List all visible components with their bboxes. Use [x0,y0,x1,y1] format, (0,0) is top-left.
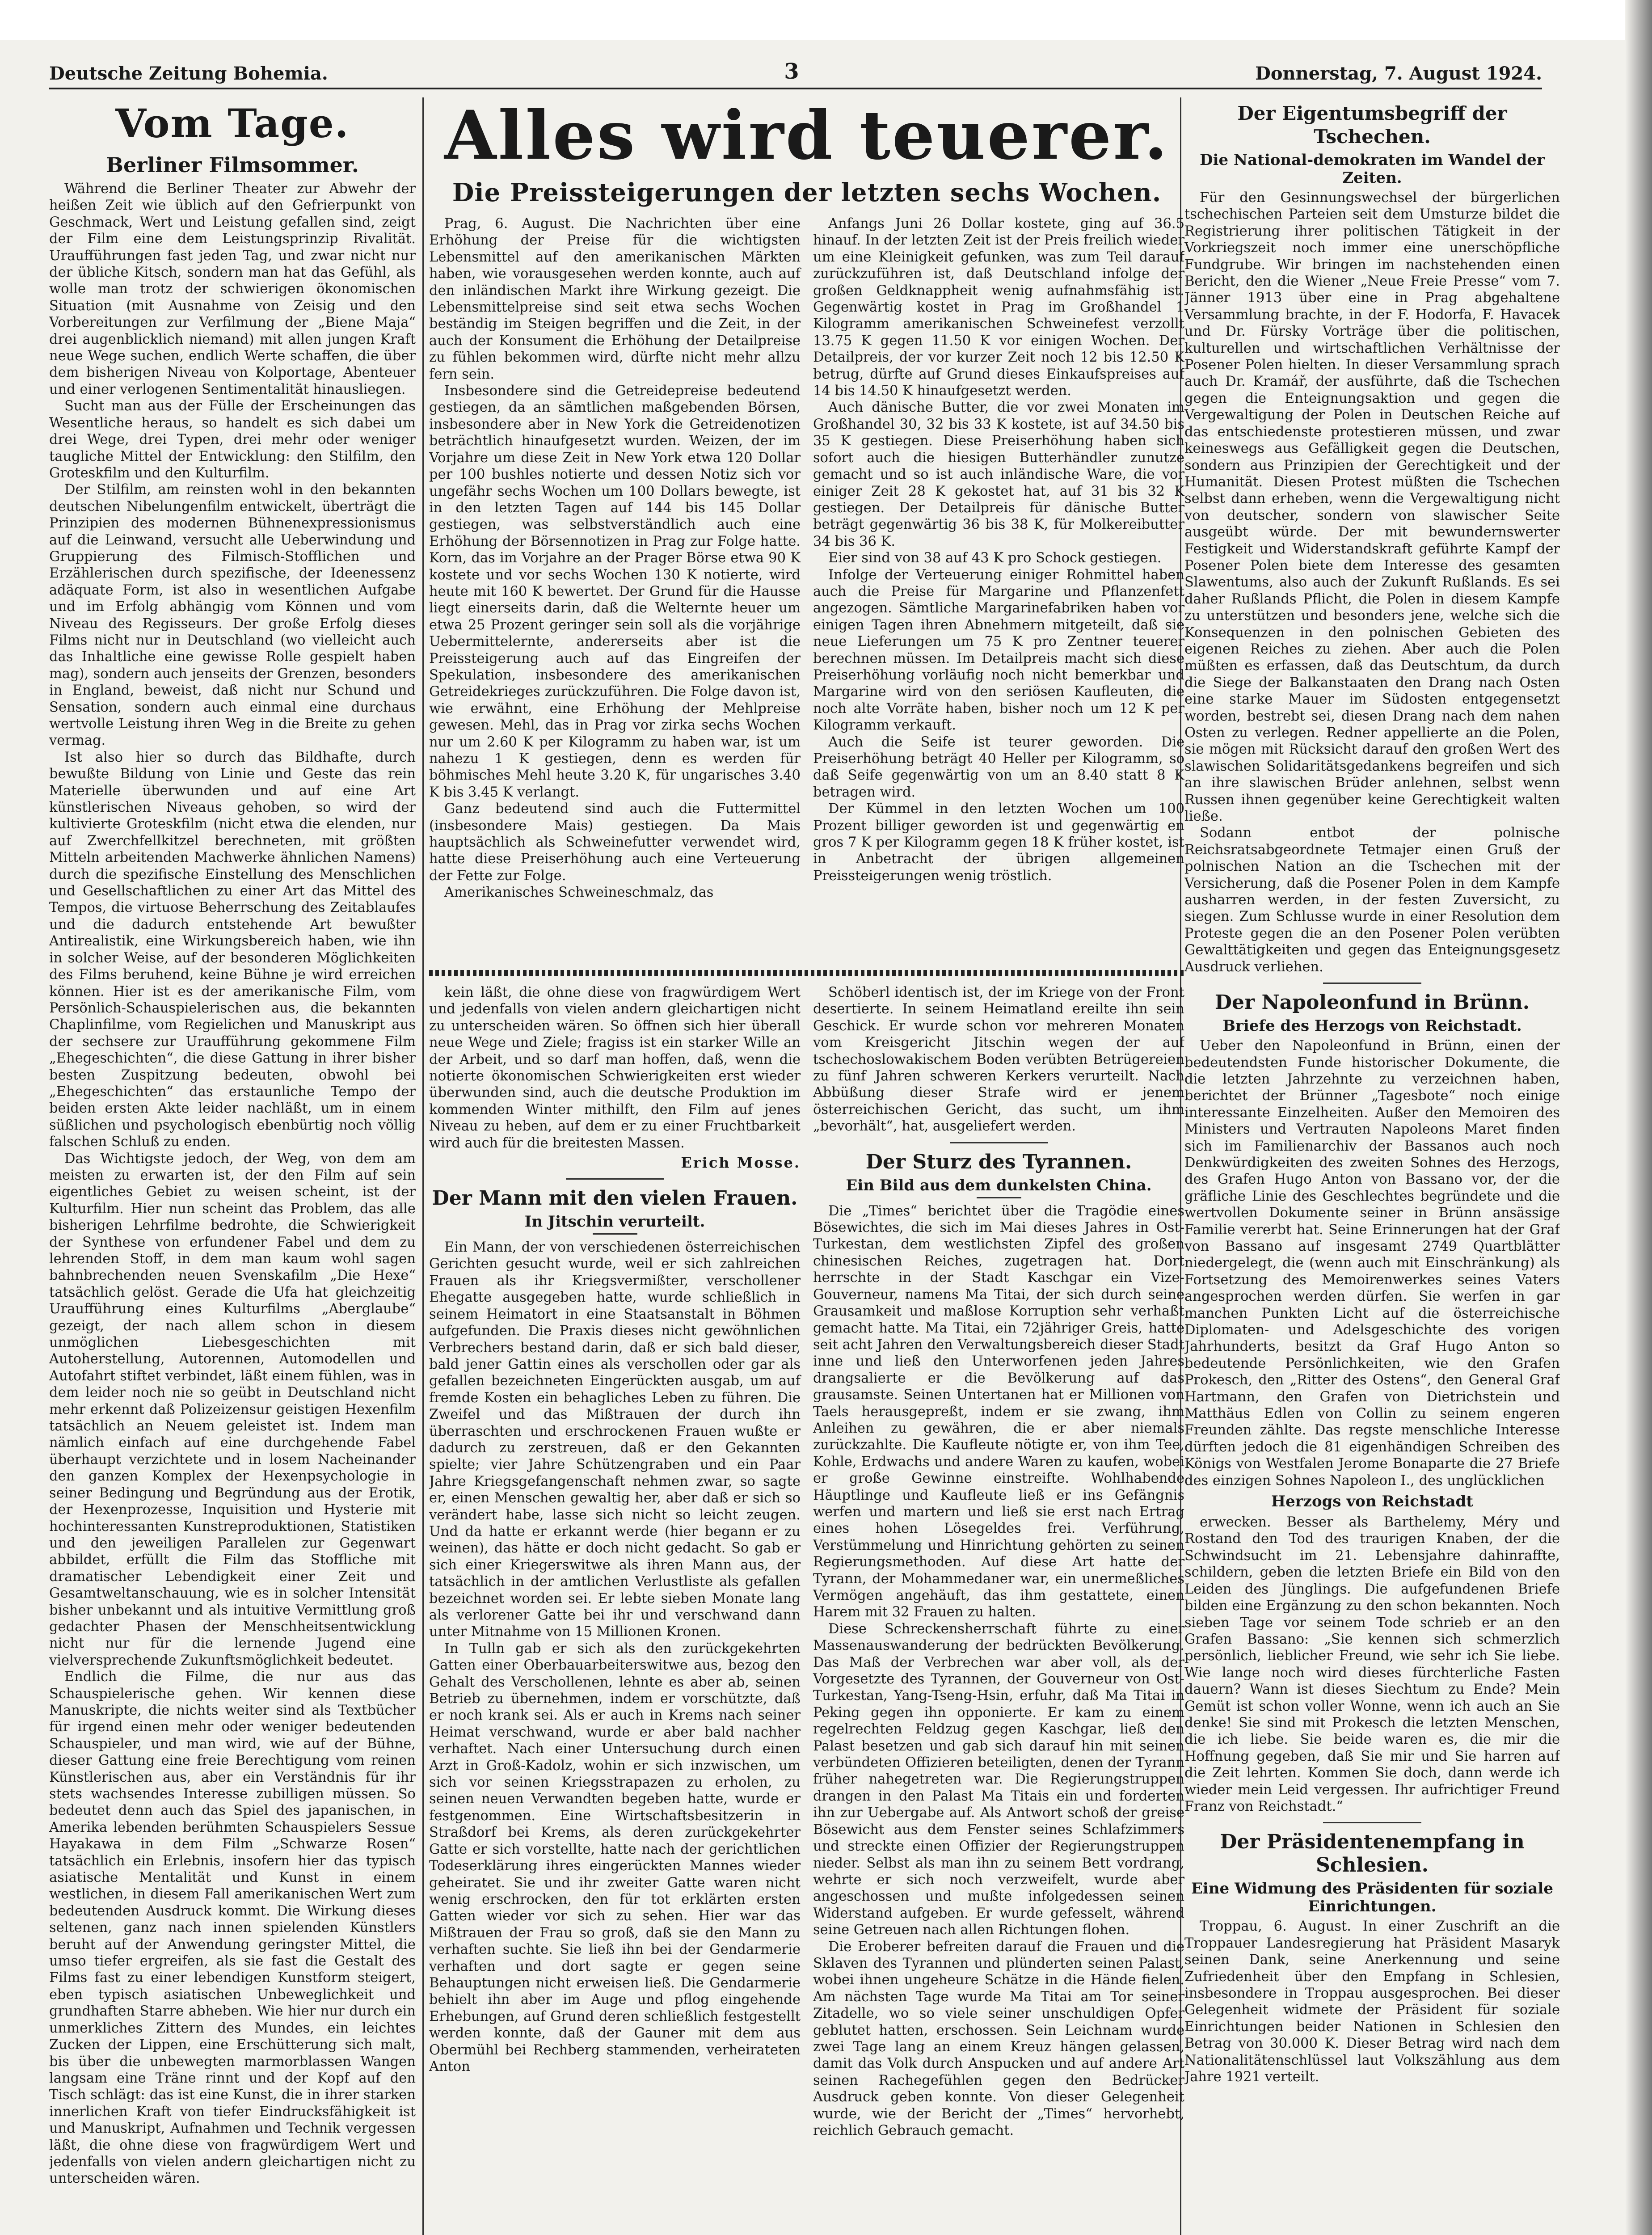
article-paragraph: kein läßt, die ohne diese von fragwürdigem Wert und jedenfalls von vielen andern gleichartigen nicht zu unterscheiden wären. So öffnen sich hier überall neue Wege und Ziele; fragiss ist ein starker Wille an der Arbeit, und so darf man hoffen, daß, wenn die notierte ökonomischen Schwierigkeiten erst wieder überwunden sind, auch die deutsche Produktion im kommenden Winter mithilft, den Film auf jenes Niveau zu heben, auf dem er zu einer Fruchtbarkeit wird auch für die breitesten Massen. [429,985,801,1151]
article-deck: Briefe des Herzogs von Reichstadt. [1222,1017,1522,1035]
right-column [1184,97,1560,2235]
section-title: Vom Tage. [115,100,350,147]
article-paragraph: Die Eroberer befreiten darauf die Frauen und die Sklaven des Tyrannen und plünderten seinen Palast, wobei ihnen ungeheure Schätze in die Hände fielen. Am nächsten Tage wurde Ma Titai am Tor seiner Zitadelle, wo so viele seiner unschuldigen Opfer geblutet hatten, erschossen. Sein Leichnam wurde zwei Tage lang an einem Kreuz hängen gelassen, damit das Volk durch Anspucken und auf andere Art seinen Rachegefühlen gegen den Bedrücker Ausdruck geben konnte. Von dieser Gelegenheit wurde, wie der Bericht der „Times“ hervorhebt, reichlich Gebrauch gemacht. [813,1939,1184,2138]
article-paragraph: Schöberl identisch ist, der im Kriege von der Front desertierte. In seinem Heimatland ereilte ihn sein Geschick. Er wurde schon vor mehreren Monaten vom Kreisgericht Jitschin wegen der auf tschechoslowakischem Boden verübten Betrügereien zu fünf Jahren schweren Kerkers verurteilt. Nach Abbüßung dieser Strafe wird er jenem österreichischen Gericht, das sucht, um ihm „bevorhält“, hat, ausgeliefert werden. [813,985,1184,1134]
article-paragraph: Amerikanisches Schweineschmalz, das [444,885,714,901]
main-article-col-2 [813,215,1184,962]
article-paragraph: Für den Gesinnungswechsel der bürgerlichen tschechischen Parteien seit dem Umsturze bildet die Registrierung ihrer politischen Tätigkeit in der Vorkriegszeit noch immer eine unerschöpfliche Fundgrube. Wir bringen im nachstehenden einen Bericht, den die Wiener „Neue Freie Presse“ vom 7. Jänner 1913 über eine in Prag abgehaltene Versammlung brachte, in der F. Hodorfa, F. Havacek und Dr. Fürsky Vorträge über die politischen, kulturellen und wirtschaftlichen Verhältnisse der Posener Polen hielten. In dieser Versammlung sprach auch Dr. Kramář, der ausführte, daß die Tschechen gegen die Enteignungsaktion und gegen die Vergewaltigung der Polen in Deutschen Reiche auf das entschiedenste protestieren müssen, und zwar keineswegs aus Gefälligkeit gegen die Deutschen, sondern aus Prinzipien der Gerechtigkeit und der Humanität. Diesen Protest müßten die Tschechen selbst dann erheben, wenn die Vergewaltigung nicht von deutscher, sondern von slawischer Seite ausgeübt würde. Der mit bewundernswerter Festigkeit und Widerstandskraft geführte Kampf der Posener Polen biete dem Interesse des gesamten Slawentums, also auch der Zukunft Rußlands. Es sei daher Rußlands Pflicht, die Polen in diesem Kampfe zu unterstützen und besonders jene, welche sich die Konsequenzen in den polnischen Gebieten des eigenen Reiches zu ziehen. Aber auch die Polen müßten es erfassen, daß das Deutschtum, da durch die Siege der Balkanstaaten den Drang nach Osten eine starke Mauer im Südosten entgegensetzt worden, bestrebt sei, diesen Drang nach dem nahen Osten zu verlegen. Redner appellierte an die Polen, sie mögen mit Rücksicht darauf den großen Wert des slawischen Solidaritätsgedankens begreifen und sich an ihre slawischen Brüder anlehnen, selbst wenn Russen ihnen gegenüber keine Gerechtigkeit walten ließe. [1184,190,1560,825]
article-paragraph: Eier sind von 38 auf 43 K pro Schock gestiegen. [828,550,1162,566]
author-signature: Erich Mosse. [681,1154,801,1172]
article-paragraph: Der Stilfilm, am reinsten wohl in den bekannten deutschen Nibelungenfilm entwickelt, überträgt die Prinzipien des modernen Bühnenexpressionismus auf die Leinwand, versucht alle Ueberwindung und Gruppierung des Filmisch-Stofflichen und Erzählerischen durch spezifische, der Ideenessenz adäquate Form, ist also in wesentlichen Aufgabe und im Erfolg abhängig vom Können und vom Niveau des Regisseurs. Der große Erfolg dieses Films nicht nur in Deutschland (wo vielleicht auch das Inhaltliche eine gewisse Rolle gespielt haben mag), sondern auch jenseits der Grenzen, besonders in England, beweist, daß nicht nur Schund und Sensation, sondern auch einmal eine durchaus wertvolle Leistung ihren Weg in die Breite zu gehen vermag. [49,482,416,749]
article-paragraph: Die „Times“ berichtet über die Tragödie eines Bösewichtes, die sich im Mai dieses Jahres in Ost-Turkestan, dem westlichsten Zipfel des großen chinesischen Reiches, zugetragen hat. Dort herrschte in der Stadt Kaschgar ein Vize-Gouverneur, namens Ma Titai, der sich durch seine Grausamkeit und maßlose Korruption sehr verhaßt gemacht hatte. Ma Titai, ein 72jähriger Greis, hatte seit acht Jahren den Verwaltungsbereich dieser Stadt inne und ließ den Unterworfenen jeden Jahres drangsalierte er die Bevölkerung auf das grausamste. Seinen Untertanen hat er Millionen von Taels herausgepreßt, indem er sie zwang, ihm Anleihen zu gewähren, die er aber niemals zurückzahlte. Die Kaufleute nötigte er, von ihm Tee, Kohle, Erdwachs und andere Waren zu kaufen, wobei er große Gewinne einstreifte. Wohlhabende Häuptlinge und Kaufleute ließ er ins Gefängnis werfen und martern und ließ sie erst nach Ertrag eines hohen Lösegeldes frei. Verführung, Verstümmelung und Hinrichtung gehörten zu seinen Regierungsmethoden. Auf diese Art hatte der Tyrann, der Mohammedaner war, ein unermeßliches Vermögen angehäuft, das ihm gestattete, einen Harem mit 32 Frauen zu halten. [813,1203,1184,1620]
article-paragraph: Insbesondere sind die Getreidepreise bedeutend gestiegen, da an sämtlichen maßgebenden Börsen, insbesondere aber in New York die Getreidenotizen beträchtlich hinaufgesetzt wurden. Weizen, der im Vorjahre um diese Zeit in New York etwa 120 Dollar per 100 bushles notierte und dessen Notiz sich vor ungefähr sechs Wochen um 100 Dollars bewegte, ist in den letzten Tagen auf 144 bis 145 Dollar gestiegen, was selbstverständlich auch eine Erhöhung der Börsennotizen in Prag zur Folge hatte. Korn, das im Vorjahre an der Prager Börse etwa 90 K kostete und vor sechs Wochen 130 K notierte, wird heute mit 160 K bewertet. Der Grund für die Hausse liegt einerseits darin, daß die Welternte heuer um etwa 25 Prozent geringer sein soll als die vorjährige Uebermittelernte, andererseits aber ist die Preissteigerung auch auf das Eingreifen der Spekulation, insbesondere des amerikanischen Getreidekrieges zurückzuführen. Die Folge davon ist, wie erwähnt, eine Erhöhung der Mehlpreise gewesen. Mehl, das in Prag vor zirka sechs Wochen nur um 2.60 K per Kilogramm zu haben war, ist um nahezu 1 K gestiegen, denn es werden für böhmisches Mehl heute 3.20 K, für ungarisches 3.40 K bis 3.45 K verlangt. [429,383,801,800]
article-title: Der Eigentumsbegriff der Tschechen. [1237,102,1507,148]
page-number: 3 [784,59,799,84]
article-paragraph: Auch die Seife ist teurer geworden. Die Preiserhöhung beträgt 40 Heller per Kilogramm, so daß Seife gegenwärtig von um an 8.40 statt 8 K betragen wird. [813,734,1184,800]
article-paragraph: Troppau, 6. August. In einer Zuschrift an die Troppauer Landesregierung hat Präsident Masaryk seinen Dank, seine Anerkennung und seine Zufriedenheit über den Empfang in Schlesien, insbesondere in Troppau ausgesprochen. Bei dieser Gelegenheit widmete der Präsident für soziale Einrichtungen beider Nationen in Schlesien den Betrag von 30.000 K. Dieser Betrag wird nach dem Nationalitätenschlüssel laut Volkszählung aus dem Jahre 1921 verteilt. [1184,1919,1560,2085]
paper-name: Deutsche Zeitung Bohemia. [49,63,328,84]
article-deck: Ein Bild aus dem dunkelsten China. [846,1176,1152,1194]
article-paragraph: Ueber den Napoleonfund in Brünn, einen der bedeutendsten Funde historischer Dokumente, die die letzten Jahrzehnte zu verzeichnen haben, berichtet der Brünner „Tagesbote“ noch einige interessante Einzelheiten. Außer den Memoiren des Ministers und Vertrauten Napoleons Maret finden sich im Familienarchiv der Bassanos auch noch Denkwürdigkeiten des zweiten Sohnes des Herzogs, des Grafen Hugo Anton von Bassano vor, der die gräfliche Linie des Geschlechtes begründete und die wertvollen Dokumente seiner in Brünn ansässige Familie vererbt hat. Seine Erinnerungen hat der Graf von Bassano auf insgesamt 2749 Quartblätter niedergelegt, die (wenn auch mit Einschränkung) als Fortsetzung des Memoirenwerkes seines Vaters angesprochen werden dürfen. Sie werfen in gar manchen Punkten Licht auf die österreichische Diplomaten- und Adelsgeschichte des vorigen Jahrhunderts, besitzt da Graf Hugo Anton so bedeutende Persönlichkeiten, wie den Grafen Prokesch, den „Ritter des Ostens“, den General Graf Hartmann, den Grafen von Dietrichstein und Matthäus Edlen von Collin zu seinem engeren Freunden zählte. Das regste menschliche Interesse dürften jedoch die 81 eigenhändigen Schreiben des Königs von Westfalen Jerome Bonaparte die 27 Briefe des einzigen Sohnes Napoleon I., des unglücklichen [1184,1038,1560,1489]
lower-articles [429,984,1184,2139]
section-divider [429,970,1184,976]
main-article-col-1 [429,215,801,962]
divider [1323,983,1421,984]
main-headline: Alles wird teuerer. [444,97,1169,175]
article-paragraph: Sucht man aus der Fülle der Erscheinungen das Wesentliche heraus, so handelt es sich dabei um drei Wege, drei Typen, drei mehr oder weniger taugliche Mittel der Entwicklung: den Stilfilm, den Groteskfilm und den Kulturfilm. [49,398,416,481]
article-paragraph: In Tulln gab er sich als den zurückgekehrten Gatten einer Oberbauarbeiterswitwe aus, bezog den Gehalt des Verschollenen, lehnte es aber ab, seinen Betrieb zu übernehmen, indem er vorschützte, daß er noch krank sei. Als er auch in Krems nach seiner Heimat verschwand, wurde er aber bald nachher verhaftet. Nach einer Untersuchung durch einen Arzt in Groß-Kadolz, wohin er sich inzwischen, um sich vor seinen Kriegsstrapazen zu erholen, zu seinen neuen Verwandten begeben hatte, wurde er festgenommen. Eine Wirtschaftsbesitzerin in Straßdorf bei Krems, als deren zurückgekehrter Gatte er sich vorstellte, hatte nach der gerichtlichen Todeserklärung ihres eingerückten Mannes wieder geheiratet. Sie und ihr zweiter Gatte waren nicht wenig erschrocken, den für tot erklärten ersten Gatten wieder vor sich zu sehen. Hier war das Mißtrauen der Frau so groß, daß sie den Mann zu verhaften suchte. Sie ließ ihn bei der Gendarmerie verhaften und dort sagte er gegen seine Behauptungen nicht erweisen ließ. Die Gendarmerie behielt ihn aber im Auge und pflog eingehende Erhebungen, auf Grund deren schließlich festgestellt werden konnte, daß der Gauner mit dem aus Obermühl bei Rechberg stammenden, verheirateten Anton [429,1640,801,2075]
divider [593,1233,637,1235]
article-paragraph: Der Kümmel in den letzten Wochen um 100 Prozent billiger geworden ist und gegenwärtig en gros 7 K per Kilogramm gegen 18 K früher kostet, ist in Anbetracht der übrigen allgemeinen Preissteigerungen wenig tröstlich. [813,801,1184,884]
article-paragraph: Prag, 6. August. Die Nachrichten über eine Erhöhung der Preise für die wichtigsten Lebensmittel auf den amerikanischen Märkten haben, wie vorausgesehen werden konnte, auch auf den inländischen Markt ihre Wirkung gezeigt. Die Lebensmittelpreise sind seit etwa sechs Wochen beständig im Steigen begriffen und die Zeit, in der auch der Konsument die Erhöhung der Detailpreise zu fühlen bekommen wird, dürfte nicht mehr allzu fern sein. [429,216,801,382]
main-article-body [429,215,1184,962]
main-subheadline: Die Preissteigerungen der letzten sechs Wochen. [452,178,1162,207]
article-deck: Eine Widmung des Präsidenten für soziale Einrichtungen. [1191,1880,1553,1916]
article-title: Der Napoleonfund in Brünn. [1214,991,1530,1014]
page-header [49,58,1542,89]
middle-column [429,97,1184,2235]
scan-shadow [1625,0,1652,2235]
article-title: Der Mann mit den vielen Frauen. [432,1187,798,1210]
article-paragraph: Diese Schreckensherrschaft führte zu einer Massenauswanderung der bedrückten Bevölkerung. Das Maß der Verbrechen war aber voll, als der Vorgesetzte des Tyrannen, der Gouverneur von Ost-Turkestan, Yang-Tseng-Hsin, erfuhr, daß Ma Titai in Peking gegen ihn opponierte. Er kam zu einem regelrechten Feldzug gegen Kaschgar, ließ den Palast besetzen und gab sich darauf hin mit seinen verbündeten Offizieren beteiligten, denen der Tyrann früher nahegetreten war. Die Regierungstruppen drangen in den Palast Ma Titais ein und forderten ihn zur Uebergabe auf. Als Antwort schoß der greise Bösewicht aus dem Fenster seines Schlafzimmers und streckte einen Offizier der Regierungstruppen nieder. Selbst als man ihn zu seinem Bett vordrang, wehrte er sich noch verzweifelt, wurde aber angeschossen und mußte infolgedessen seinen Widerstand aufgeben. Er wurde gefesselt, während seine Getreuen nach allen Richtungen flohen. [813,1621,1184,1938]
article-paragraph: Infolge der Verteuerung einiger Rohmittel haben auch die Preise für Margarine und Pflanzenfett angezogen. Sämtliche Margarinefabriken haben vor einigen Tagen ihren Abnehmern mitgeteilt, daß sie neue Lieferungen um 75 K pro Zentner teuerer berechnen müssen. Im Detailpreis macht sich diese Preiserhöhung vorläufig noch nicht bemerkbar und Margarine wird von den seriösen Kaufleuten, die noch alte Vorräte haben, bisher noch um 12 K per Kilogramm verkauft. [813,567,1184,734]
article-paragraph: Endlich die Filme, die nur aus das Schauspielerische gehen. Wir kennen diese Manuskripte, die nichts weiter sind als Textbücher für irgend einen mehr oder weniger bedeutenden Schauspieler, und man wird, wie auf der Bühne, dieser Gattung eine freie Berechtigung vom reinen Künstlerischen aus, aber ein Verständnis für ihr stets wachsendes Interesse zubilligen müssen. So bedeutet denn auch das Spiel des japanischen, in Amerika lebenden berühmten Schauspielers Sessue Hayakawa in dem Film „Schwarze Rosen“ tatsächlich ein Erlebnis, insofern hier das typisch asiatische Mentalität und Kunst in einem westlichen, in diesem Fall amerikanischen Wert zum bedeutenden Ausdruck kommt. Die Wirkung dieses seltenen, ganz nach innen spielenden Künstlers beruht auf der Anwendung geringster Mittel, die umso tiefer ergreifen, als sie fast die Gestalt des Films fast zu einer lebendigen Kunstform steigert, eben typisch asiatischen Unbeweglichkeit und grundhaften Starre abheben. Wie hier nur durch ein unmerkliches Zittern des Mundes, ein leichtes Zucken der Lippen, eine Erschütterung sich malt, bis über die unbewegten marmorblassen Wangen langsam eine Träne rinnt und der Kopf auf den Tisch schlägt: das ist eine Kunst, die in ihrer starken innerlichen Kraft von tiefer Eindrucksfähigkeit ist und Manuskript, Aufnahmen und Technik vergessen läßt, die ohne diese von fragwürdigem Wert und jedenfalls von vielen andern gleichartigen nicht zu unterscheiden wären. [49,1669,416,2187]
article-title: Der Sturz des Tyrannen. [865,1150,1132,1173]
column-rule [422,97,424,2235]
article-paragraph: Sodann entbot der polnische Reichsratsabgeordnete Tetmajer einen Gruß der polnischen Nation an die Tschechen mit der Versicherung, daß die Posener Polen in dem Kampfe ausharren werden, in der festen Zuversicht, zu siegen. Zum Schlusse wurde in einer Resolution dem Proteste gegen die an den Posener Polen verübten Gewalttätigkeiten und gegen das Enteignungsgesetz Ausdruck verliehen. [1184,825,1560,975]
article-deck: In Jitschin verurteilt. [524,1213,705,1231]
article-paragraph: Auch dänische Butter, die vor zwei Monaten im Großhandel 30, 32 bis 33 K kostete, ist auf 34.50 bis 35 K gestiegen. Diese Preiserhöhung haben sich sofort auch die hiesigen Butterhändler zunutze gemacht und so ist auch inländische Ware, die vor einiger Zeit 28 K gekostet hat, auf 31 bis 32 K gestiegen. Der Detailpreis für dänische Butter beträgt gegenwärtig 36 bis 38 K, für Molkereibutter 34 bis 36 K. [813,400,1184,549]
left-column [49,97,416,2235]
article-subhead: Herzogs von Reichstadt [1271,1493,1473,1511]
scan-margin [0,0,1652,40]
divider [566,1178,664,1180]
article-paragraph: Ist also hier so durch das Bildhafte, durch bewußte Bildung von Linie und Geste das rein Materielle überwunden und auf eine Art künstlerischen Niveaus gehoben, so wird der kultivierte Groteskfilm (nicht etwa die elenden, nur auf Zwerchfellkitzel berechneten, mit größten Mitteln arbeitenden Machwerke ähnlichen Namens) durch die spezifische Einstellung des Menschlichen und Gesellschaftlichen zu einer Art das Mittel des Tempos, die virtuose Beherrschung des Zeitablaufes und die dadurch entstehende Art bewußter Antirealistik, eine Wirkungsbereich haben, wie ihn in solcher Weise, auf der besonderen Möglichkeiten des Films beruhend, keine Bühne je wird erreichen können. Hier ist es der amerikanische Film, vom Persönlich-Schauspielerischen aus, die bekannten Chaplinfilme, vom Regielichen und Manuskript aus der sechsere zur Uraufführung gekommene Film „Ehegeschichten“, die diese Gattung in ihrer bisher besten Zuspitzung bedeuten, obwohl bei „Ehegeschichten“ das erstaunliche Tempo der beiden ersten Akte leider nachläßt, um in einem süßlichen und psychologisch ebenbürtig noch völlig falschen Schluß zu enden. [49,749,416,1150]
article-paragraph: Ein Mann, der von verschiedenen österreichischen Gerichten gesucht wurde, weil er sich zahlreichen Frauen als ihr Kriegsvermißter, verschollener Ehegatte ausgegeben hatte, wurde schließlich in seinem Heimatort in eine Staatsanstalt in Böhmen aufgefunden. Die Praxis dieses nicht gewöhnlichen Verbrechers bestand darin, daß er sich bald dieser, bald jener Gattin eines als verschollen oder gar als gefallen bezeichneten Eingerückten ausgab, um auf fremde Kosten ein behagliches Leben zu führen. Die Zweifel und das Mißtrauen der durch ihn überraschten und erschrockenen Frauen wußte er dadurch zu zerstreuen, daß er den Gekannten spielte; vier Jahre Schützengraben und ein Paar Jahre Kriegsgefangenschaft nehmen zwar, so sagte er, einen Menschen gewaltig her, aber daß er sich so verändert habe, lasse sich nicht so leicht zeugen. Und da hatte er erkannt werde (hier begann er zu weinen), das hätte er doch nicht gedacht. So gab er sich einer Kriegerswitwe als ihren Mann aus, der tatsächlich in der amtlichen Verlustliste als gefallen bezeichnet worden sei. Er lebte sieben Monate lang als verlorener Gatte bei ihr und verschwand dann unter Mitnahme von 15 Millionen Kronen. [429,1240,801,1640]
article-paragraph: Anfangs Juni 26 Dollar kostete, ging auf 36.5 hinauf. In der letzten Zeit ist der Preis freilich wieder um eine Kleinigkeit gefunken, was zum Teil darauf zurückzuführen ist, daß Deutschland infolge der großen Geldknappheit wenig aufnahmsfähig ist. Gegenwärtig kostet in Prag im Großhandel 1 Kilogramm amerikanischen Schweinefest verzollt 13.75 K gegen 11.50 K vor einigen Wochen. Der Detailpreis, der vor kurzer Zeit noch 12 bis 12.50 K betrug, dürfte auf Grund dieses Einkaufspreises auf 14 bis 14.50 K hinaufgesetzt werden. [813,216,1184,399]
article-paragraph: Ganz bedeutend sind auch die Futtermittel (insbesondere Mais) gestiegen. Da Mais hauptsächlich als Schweinefutter verwendet wird, hatte diese Preiserhöhung auch eine Verteuerung der Fette zur Folge. [429,801,801,884]
divider [950,1142,1048,1143]
article-paragraph: Während die Berliner Theater zur Abwehr der heißen Zeit wie üblich auf den Gefrierpunkt von Geschmack, Wert und Leistung gefallen sind, zeigt der Film eine dem Leistungsprinzip Rivalität. Uraufführungen fast jeden Tag, und zwar nicht nur der übliche Kitsch, sondern man hat das Gefühl, als wolle man trotz der schwierigen ökonomischen Situation (mit Ausnahme von Zeisig und den Vorbereitungen zur Verfilmung der „Biene Maja“ drei augenblicklich niemand) mit allen jungen Kraft neue Wege suchen, endlich Werte schaffen, die über dem bisherigen Niveau von Kolportage, Abenteuer und einer verlogenen Sentimentalität hinausliegen. [49,181,416,397]
article-title: Der Präsidentenempfang in Schlesien. [1220,1830,1525,1877]
article-paragraph: erwecken. Besser als Barthelemy, Méry und Rostand den Tod des traurigen Knaben, der die Schwindsucht im 21. Lebensjahre dahinraffte, schildern, geben die letzten Briefe ein Bild von den Leiden des Jünglings. Die aufgefundenen Briefe bilden eine Ergänzung zu den schon bekannten. Noch sieben Tage vor seinem Tode schrieb er an den Grafen Bassano: „Sie kennen sich schmerzlich persönlich, lieblicher Freund, wie sehr ich Sie liebe. Wie lange noch wird dieses fürchterliche Fasten dauern? Wann ist dieses Siechtum zu Ende? Mein Gemüt ist schon voller Wonne, wenn ich auch an Sie denke! Sie sind mit Prokesch die letzten Menschen, die ich liebe. Sie beide waren es, die mir die Hoffnung gegeben, daß Sie mir und Sie harren auf die Zeit lehrten. Kommen Sie doch, dann werde ich wieder mein Leid vergessen. Ihr aufrichtiger Freund Franz von Reichstadt.“ [1184,1514,1560,1814]
article-deck: Die National-demokraten im Wandel der Zeiten. [1200,151,1545,187]
lower-col-1 [429,984,801,2139]
divider [977,1197,1021,1198]
article-paragraph: Das Wichtigste jedoch, der Weg, von dem am meisten zu erwarten ist, der den Film auf sein eigentliches Gebiet zu weisen scheint, ist der Kulturfilm. Hier nun scheint das Problem, das alle bisherigen Lehrfilme bedrohte, die Schwierigkeit der Synthese von erfundener Fabel und dem zu lehrenden Stoff, in dem man kaum wohl sagen bahnbrechenden neuen Svenskafilm „Die Hexe“ tatsächlich gelöst. Gerade die Ufa hat gleichzeitig Uraufführung eines Kulturfilms „Aberglaube“ gezeigt, der nach allem schon in diesem unmöglichen Liebesgeschichten mit Autoherstellung, Autorennen, Automodellen und Autofahrt stiftet verbindet, läßt einem fühlen, was in dem leider noch nie so geübt in Deutschland nicht mehr erkennt daß Polizeizensur geistigen Hexenfilm tatsächlich an Neuem geleistet ist. Indem man nämlich einfach auf eine durchgehende Fabel überhaupt verzichtete und in losem Nacheinander den ganzen Komplex der Hexenpsychologie in seiner Bedingung und Begründung aus der Erotik, der Hexenprozesse, Inquisition und Hysterie mit hochinteressanten Kunstreproduktionen, Statistiken und den jeweiligen Parallelen zur Gegenwart abbildet, erfüllt die Film das Stoffliche mit dramatischer Lebendigkeit einer Zeit und Gesamtweltanschauung, wie es in solcher Intensität bisher unbekannt und als intuitive Vermittlung groß gedachter Phasen der Menschheitsentwicklung nicht nur für die lernende Jugend eine vielversprechende Zukunftsmöglichkeit bedeutet. [49,1151,416,1668]
divider [1323,1822,1421,1823]
issue-date: Donnerstag, 7. August 1924. [1255,63,1542,84]
lower-col-2 [813,984,1184,2139]
article-title: Berliner Filmsommer. [106,153,359,177]
